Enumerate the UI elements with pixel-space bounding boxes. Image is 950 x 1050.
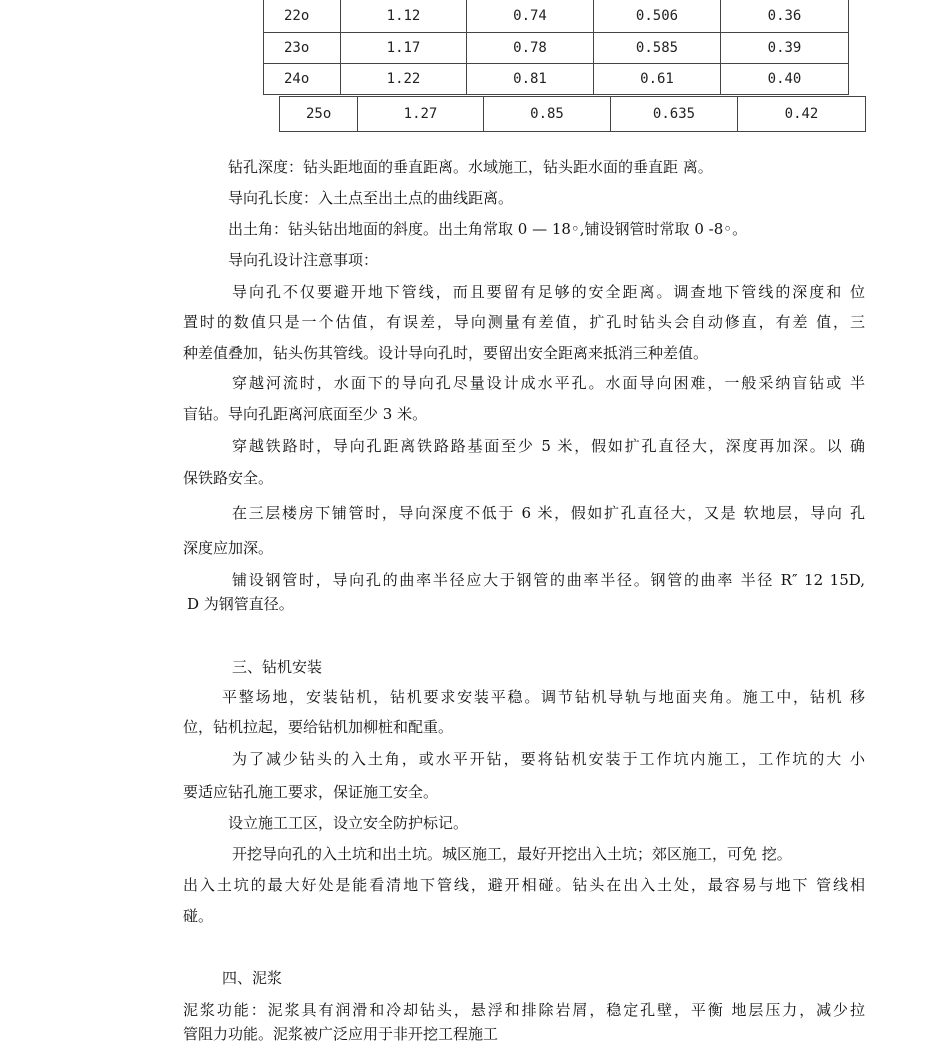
paragraph-line: D 为钢管直径。 — [187, 595, 294, 613]
table-cell: 1.22 — [341, 64, 467, 95]
paragraph-line: 铺设钢管时，导向孔的曲率半径应大于钢管的曲率半径。钢管的曲率 半径 R″ 12 15D, — [232, 571, 865, 589]
paragraph-line: 深度应加深。 — [183, 539, 274, 557]
table-row — [264, 64, 849, 95]
paragraph-line: 在三层楼房下铺管时，导向深度不低于 6 米，假如扩孔直径大，又是 软地层，导向 孔 — [232, 504, 865, 522]
section-heading: 四、泥浆 — [222, 969, 283, 987]
table-cell: 0.42 — [738, 97, 866, 132]
table-cell: 0.78 — [467, 33, 594, 64]
table-cell: 24o — [264, 64, 341, 95]
table-cell: 0.39 — [721, 33, 849, 64]
table-row — [264, 33, 849, 64]
paragraph-line: 出土角：钻头钻出地面的斜度。出土角常取 0 — 18◦,铺设钢管时常取 0 -8◦。 — [228, 220, 748, 238]
table-cell: 25o — [280, 97, 358, 132]
table-cell: 0.74 — [467, 0, 594, 33]
paragraph-line: 平整场地，安装钻机，钻机要求安装平稳。调节钻机导轨与地面夹角。施工中，钻机 移 — [222, 688, 865, 706]
parameter-table-bottom — [279, 96, 866, 132]
table-cell: 0.61 — [594, 64, 721, 95]
table-cell: 1.27 — [358, 97, 484, 132]
paragraph-line: 碰。 — [183, 907, 214, 925]
paragraph-line: 盲钻。导向孔距离河底面至少 3 米。 — [183, 405, 428, 423]
section-heading: 三、钻机安装 — [232, 658, 323, 676]
paragraph-line: 泥浆功能：泥浆具有润滑和冷却钻头，悬浮和排除岩屑，稳定孔壁，平衡 地层压力，减少拉 — [183, 1001, 865, 1019]
paragraph-line: 穿越河流时，水面下的导向孔尽量设计成水平孔。水面导向困难，一般采纳盲钻或 半 — [232, 374, 865, 392]
table-cell: 0.81 — [467, 64, 594, 95]
paragraph-line: 开挖导向孔的入土坑和出土坑。城区施工，最好开挖出入土坑；郊区施工，可免 挖。 — [232, 845, 792, 863]
paragraph-line: 置时的数值只是一个估值，有误差，导向测量有差值，扩孔时钻头会自动修直，有差 值，三 — [183, 313, 865, 331]
table-cell: 0.85 — [484, 97, 611, 132]
paragraph-line: 设立施工工区，设立安全防护标记。 — [228, 814, 469, 832]
parameter-table-top — [263, 0, 849, 95]
paragraph-line: 为了减少钻头的入土角，或水平开钻，要将钻机安装于工作坑内施工，工作坑的大 小 — [232, 750, 865, 768]
table-cell: 0.585 — [594, 33, 721, 64]
paragraph-line: 导向孔不仅要避开地下管线，而且要留有足够的安全距离。调查地下管线的深度和 位 — [232, 283, 865, 301]
paragraph-line: 导向孔长度：入土点至出土点的曲线距离。 — [228, 189, 514, 207]
table-cell: 22o — [264, 0, 341, 33]
paragraph-line: 位，钻机拉起，要给钻机加柳桩和配重。 — [183, 718, 454, 736]
table-cell: 0.506 — [594, 0, 721, 33]
table-cell: 1.12 — [341, 0, 467, 33]
paragraph-line: 管阻力功能。泥浆被广泛应用于非开挖工程施工 — [183, 1025, 499, 1043]
paragraph-line: 穿越铁路时，导向孔距离铁路路基面至少 5 米，假如扩孔直径大，深度再加深。以 确 — [232, 437, 865, 455]
paragraph-line: 钻孔深度：钻头距地面的垂直距离。水域施工，钻头距水面的垂直距 离。 — [228, 158, 713, 176]
table-cell: 0.36 — [721, 0, 849, 33]
table-row — [264, 0, 849, 33]
table-cell: 1.17 — [341, 33, 467, 64]
table-cell: 0.40 — [721, 64, 849, 95]
paragraph-line: 导向孔设计注意事项： — [228, 251, 379, 269]
paragraph-line: 种差值叠加，钻头伤其管线。设计导向孔时，要留出安全距离来抵消三种差值。 — [183, 344, 709, 362]
paragraph-line: 保铁路安全。 — [183, 469, 274, 487]
table-cell: 23o — [264, 33, 341, 64]
table-cell: 0.635 — [611, 97, 738, 132]
paragraph-line: 出入土坑的最大好处是能看清地下管线，避开相碰。钻头在出入土处，最容易与地下 管线相 — [183, 876, 865, 894]
paragraph-line: 要适应钻孔施工要求，保证施工安全。 — [183, 783, 439, 801]
table-row — [280, 97, 866, 132]
